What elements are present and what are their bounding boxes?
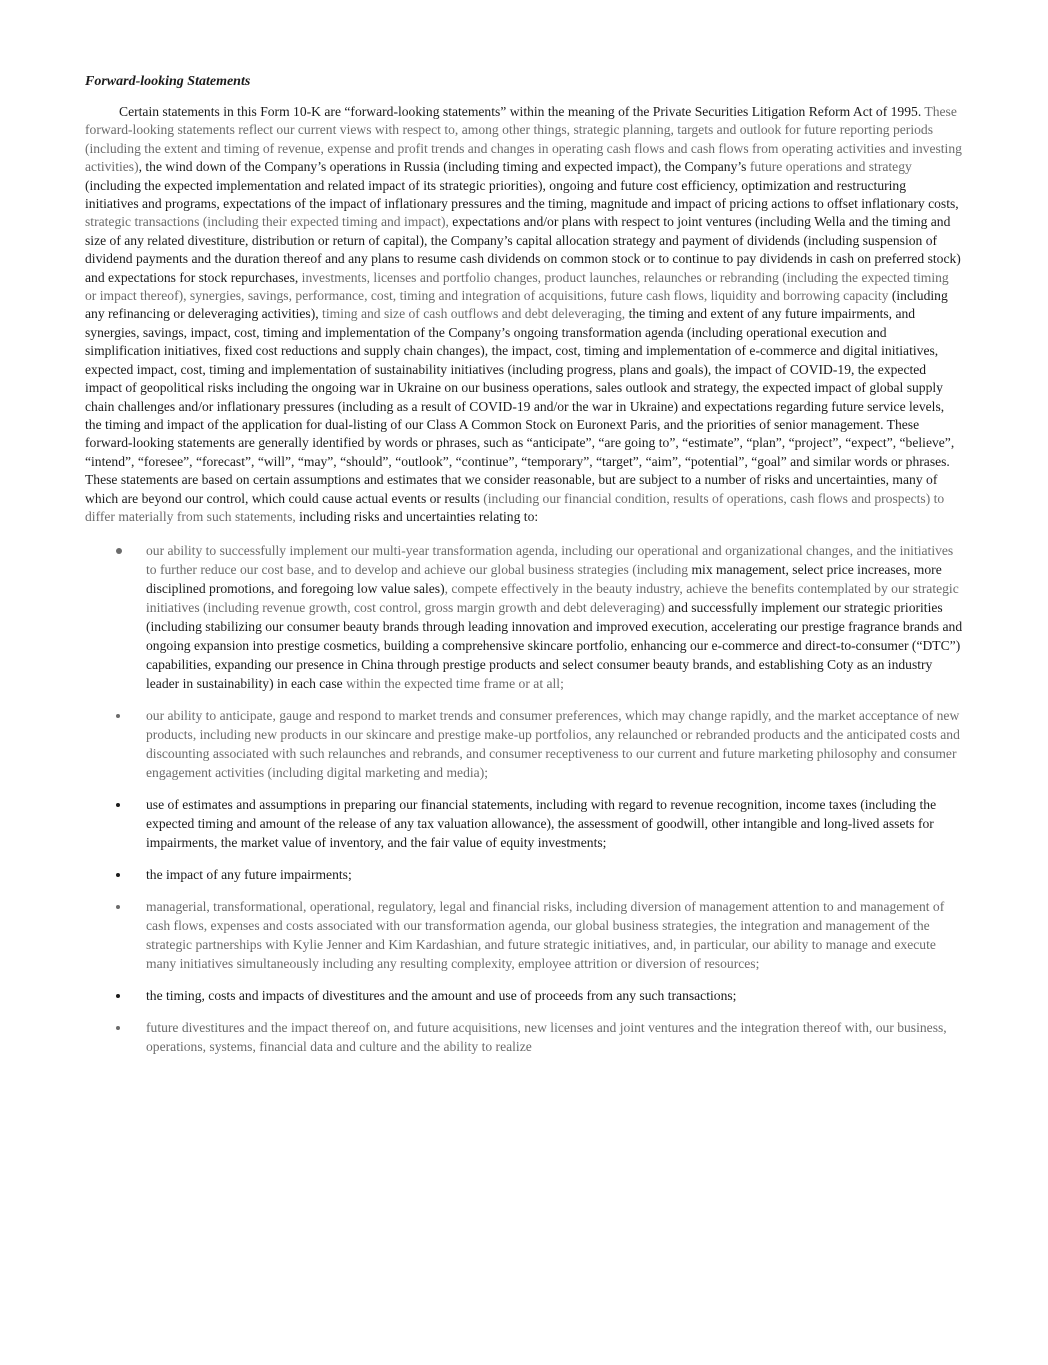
- text-run: (including the expected implementation and related impact of its strategic priorities), ongoing and future cost efficiency, optimization and restructuring initiatives and programs, expectations of the impact of inflationary pressures and the timing, magnitude and impact of pricing actions to offset inflationary costs,: [85, 177, 959, 212]
- text-run: the impact of any future impairments;: [146, 867, 352, 883]
- text-run: managerial, transformational, operational, regulatory, legal and financial risks, including diversion of management attention to and management of cash flows, expenses and costs associated with our transformation agenda, our global business strategies, the integration and management of the strategic partnerships with Kylie Jenner and Kim Kardashian, and future strategic initiatives, and, in particular, our ability to manage and execute many initiatives simultaneously including any resulting complexity, employee attrition or diversion of resources;: [146, 899, 945, 972]
- bullet-icon: [116, 1026, 120, 1030]
- text-run: investments, licenses and portfolio changes, product launches, relaunches or rebranding (including the expected timing or impact thereof), synergies, savings, performance, cost, timing and integration of acquisitions, future cash flows, liquidity and borrowing capacity: [85, 269, 949, 304]
- intro-paragraph: [85, 103, 963, 526]
- list-item: [85, 897, 963, 973]
- text-run: (including our financial condition, results of operations, cash flows and prospects) to differ materially from such statements,: [85, 490, 945, 524]
- bullet-icon: [116, 905, 120, 909]
- list-item: [85, 986, 963, 1005]
- text-run: within the expected time frame or at all;: [346, 676, 564, 692]
- bullet-icon: [116, 714, 120, 718]
- bullet-icon: [116, 803, 120, 807]
- text-run: future operations and strategy: [749, 159, 912, 175]
- text-run: These forward-looking statements reflect our current views with respect to, among other things, strategic planning, targets and outlook for future reporting periods (including the extent and timing of revenue, expense and profit trends and changes in operating cash flows and cash flows from operating activities and investing activities): [85, 104, 962, 175]
- bullet-text: [146, 706, 963, 782]
- text-run: the timing, costs and impacts of divestitures and the amount and use of proceeds from any such transactions;: [146, 988, 737, 1004]
- text-run: timing and size of cash outflows and debt deleveraging,: [322, 306, 629, 322]
- bullet-icon: [116, 873, 120, 877]
- bullet-text: [146, 897, 963, 973]
- bullet-text: [146, 795, 963, 852]
- bullet-text: [146, 865, 963, 884]
- text-run: the timing and extent of any future impairments, and synergies, savings, impact, cost, timing and implementation of the Company’s ongoing transformation agenda (including operational execution and simplification initiatives, fixed cost reductions and supply chain changes), the impact, cost, timing and implementation of e-commerce and digital initiatives, expected impact, cost, timing and implementation of sustainability initiatives (including progress, plans and goals), the impact of COVID-19, the expected impact of geopolitical risks including the ongoing war in Ukraine on our business operations, sales outlook and strategy, the expected impact of global supply chain challenges and/or inflationary pressures (including as a result of COVID-19 and/or the war in Ukraine) and expectations regarding future service levels, the timing and impact of the application for dual-listing of our Class A Common Stock on Euronext Paris, and the priorities of senior management. These forward-looking statements are generally identified by words or phrases, such as “anticipate”, “are going to”, “estimate”, “plan”, “project”, “expect”, “believe”, “intend”, “foresee”, “forecast”, “will”, “may”, “should”, “outlook”, “continue”, “temporary”, “target”, “aim”, “potential”, “goal” and similar words or phrases. These statements are based on certain assumptions and estimates that we consider reasonable, but are subject to a number of risks and uncertainties, many of which are beyond our control, which could cause actual events or results: [85, 306, 955, 506]
- text-run: including risks and uncertainties relating to:: [299, 508, 539, 524]
- bullet-icon: [116, 548, 122, 554]
- text-run: (including any refinancing or deleveraging activities),: [85, 288, 948, 322]
- bullet-text: [146, 1018, 963, 1056]
- text-run: , compete effectively in the beauty industry, achieve the benefits contemplated by our strategic initiatives (including revenue growth, cost control, gross margin growth and debt deleveraging): [146, 581, 959, 616]
- text-run: future divestitures and the impact thereof on, and future acquisitions, new licenses and joint ventures and the integration thereof with, our business, operations, systems, financial data and culture and the ability to realize: [146, 1020, 947, 1055]
- section-heading: Forward-looking Statements: [85, 74, 251, 89]
- text-run: expectations and/or plans with respect to joint ventures (including Wella and the timing and size of any related divestiture, distribution or return of capital), the Company’s capital allocation strategy and payment of dividends (including suspension of dividend payments and the duration thereof and any plans to resume cash dividends on common stock or to continue to pay dividends in cash on preferred stock) and expectations for stock repurchases,: [85, 214, 961, 285]
- bullet-icon: [116, 994, 120, 998]
- text-run: Certain statements in this Form 10-K are “forward-looking statements” within the meaning of the Private Securities Litigation Reform Act of 1995.: [119, 104, 925, 119]
- list-item: [85, 706, 963, 782]
- text-run: mix management, select price increases, more disciplined promotions, and foregoing low value sales): [146, 562, 942, 597]
- bullet-text: [146, 541, 963, 693]
- text-run: strategic transactions (including their expected timing and impact),: [85, 214, 453, 230]
- text-run: our ability to successfully implement our multi-year transformation agenda, including our operational and organizational changes, and the initiatives to further reduce our cost base, and to develop and achieve our global business strategies (including: [146, 543, 954, 578]
- list-item: [85, 1018, 963, 1056]
- bullet-list: [85, 541, 963, 1056]
- text-run: our ability to anticipate, gauge and respond to market trends and consumer preferences, which may change rapidly, and the market acceptance of new products, including new products in our skincare and prestige make-up portfolios, any relaunched or rebranded products and the anticipated costs and discounting associated with such relaunches and rebrands, and consumer receptiveness to our current and future marketing philosophy and consumer engagement activities (including digital marketing and media);: [146, 708, 960, 781]
- list-item: [85, 541, 963, 693]
- list-item: [85, 865, 963, 884]
- text-run: use of estimates and assumptions in preparing our financial statements, including with regard to revenue recognition, income taxes (including the expected timing and amount of the release of any tax valuation allowance), the assessment of goodwill, other intangible and long-lived assets for impairments, the market value of inventory, and the fair value of equity investments;: [146, 797, 937, 851]
- text-run: , the wind down of the Company’s operations in Russia (including timing and expected impact), the Company’s: [138, 159, 750, 175]
- bullet-text: [146, 986, 963, 1005]
- text-run: and successfully implement our strategic priorities (including stabilizing our consumer beauty brands through leading innovation and improved execution, accelerating our prestige fragrance brands and ongoing expansion into prestige cosmetics, building a comprehensive skincare portfolio, enhancing our e-commerce and direct-to-consumer (“DTC”) capabilities, expanding our presence in China through prestige products and select consumer beauty brands, and establishing Coty as an industry leader in sustainability) in each case: [146, 600, 963, 692]
- list-item: [85, 795, 963, 852]
